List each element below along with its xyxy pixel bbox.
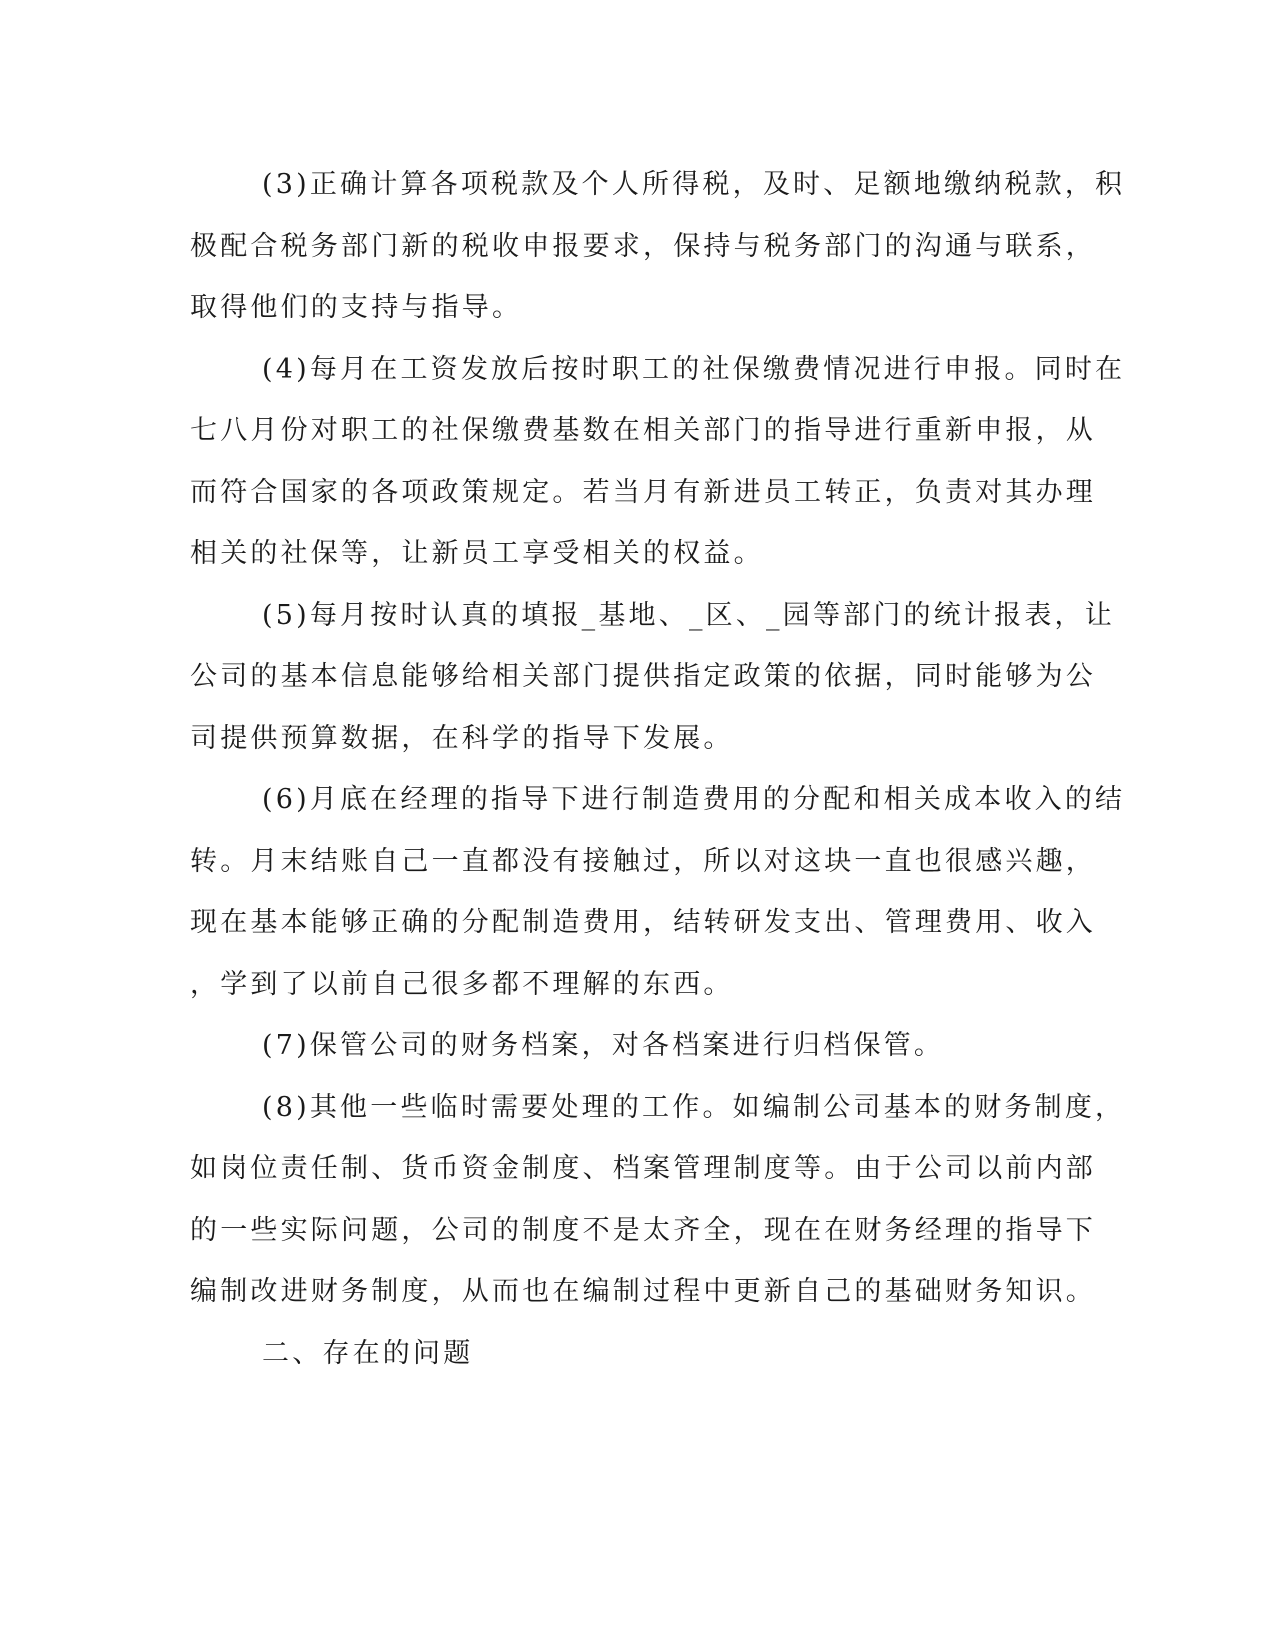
text-line: 如岗位责任制、货币资金制度、档案管理制度等。由于公司以前内部 bbox=[190, 1153, 1096, 1184]
paragraph-item-6 bbox=[190, 769, 1126, 1015]
text-line: 现在基本能够正确的分配制造费用，结转研发支出、管理费用、收入 bbox=[190, 907, 1096, 938]
section-heading-text: 二、存在的问题 bbox=[262, 1337, 474, 1369]
text-line: (3)正确计算各项税款及个人所得税，及时、足额地缴纳税款，积 bbox=[262, 169, 1126, 200]
text-line: 司提供预算数据，在科学的指导下发展。 bbox=[190, 722, 734, 754]
paragraph-item-7 bbox=[190, 1015, 1090, 1077]
text-line: (5)每月按时认真的填报_基地、_区、_园等部门的统计报表，让 bbox=[262, 599, 1115, 631]
paragraph-item-5 bbox=[190, 585, 1115, 770]
paragraph-item-3 bbox=[190, 154, 1126, 339]
paragraph-item-8 bbox=[190, 1077, 1126, 1323]
text-line: 而符合国家的各项政策规定。若当月有新进员工转正，负责对其办理 bbox=[190, 476, 1096, 508]
section-heading bbox=[190, 1323, 1090, 1385]
text-line: 相关的社保等，让新员工享受相关的权益。 bbox=[190, 538, 764, 569]
text-line: 编制改进财务制度，从而也在编制过程中更新自己的基础财务知识。 bbox=[190, 1276, 1096, 1307]
text-line: 七八月份对职工的社保缴费基数在相关部门的指导进行重新申报，从 bbox=[190, 415, 1096, 446]
text-line: (4)每月在工资发放后按时职工的社保缴费情况进行申报。同时在 bbox=[262, 353, 1126, 385]
text-line: 公司的基本信息能够给相关部门提供指定政策的依据，同时能够为公 bbox=[190, 661, 1096, 692]
text-line: ，学到了以前自己很多都不理解的东西。 bbox=[190, 968, 734, 1000]
text-line: (6)月底在经理的指导下进行制造费用的分配和相关成本收入的结 bbox=[262, 784, 1126, 815]
text-line: 取得他们的支持与指导。 bbox=[190, 292, 523, 323]
text-line: 的一些实际问题，公司的制度不是太齐全，现在在财务经理的指导下 bbox=[190, 1214, 1096, 1246]
text-line: (7)保管公司的财务档案，对各档案进行归档保管。 bbox=[262, 1030, 945, 1061]
text-line: (8)其他一些临时需要处理的工作。如编制公司基本的财务制度， bbox=[262, 1091, 1126, 1123]
text-line: 转。月末结账自己一直都没有接触过，所以对这块一直也很感兴趣， bbox=[190, 845, 1096, 877]
document-body bbox=[190, 154, 1126, 1384]
paragraph-item-4 bbox=[190, 339, 1126, 585]
text-line: 极配合税务部门新的税收申报要求，保持与税务部门的沟通与联系， bbox=[190, 230, 1096, 262]
